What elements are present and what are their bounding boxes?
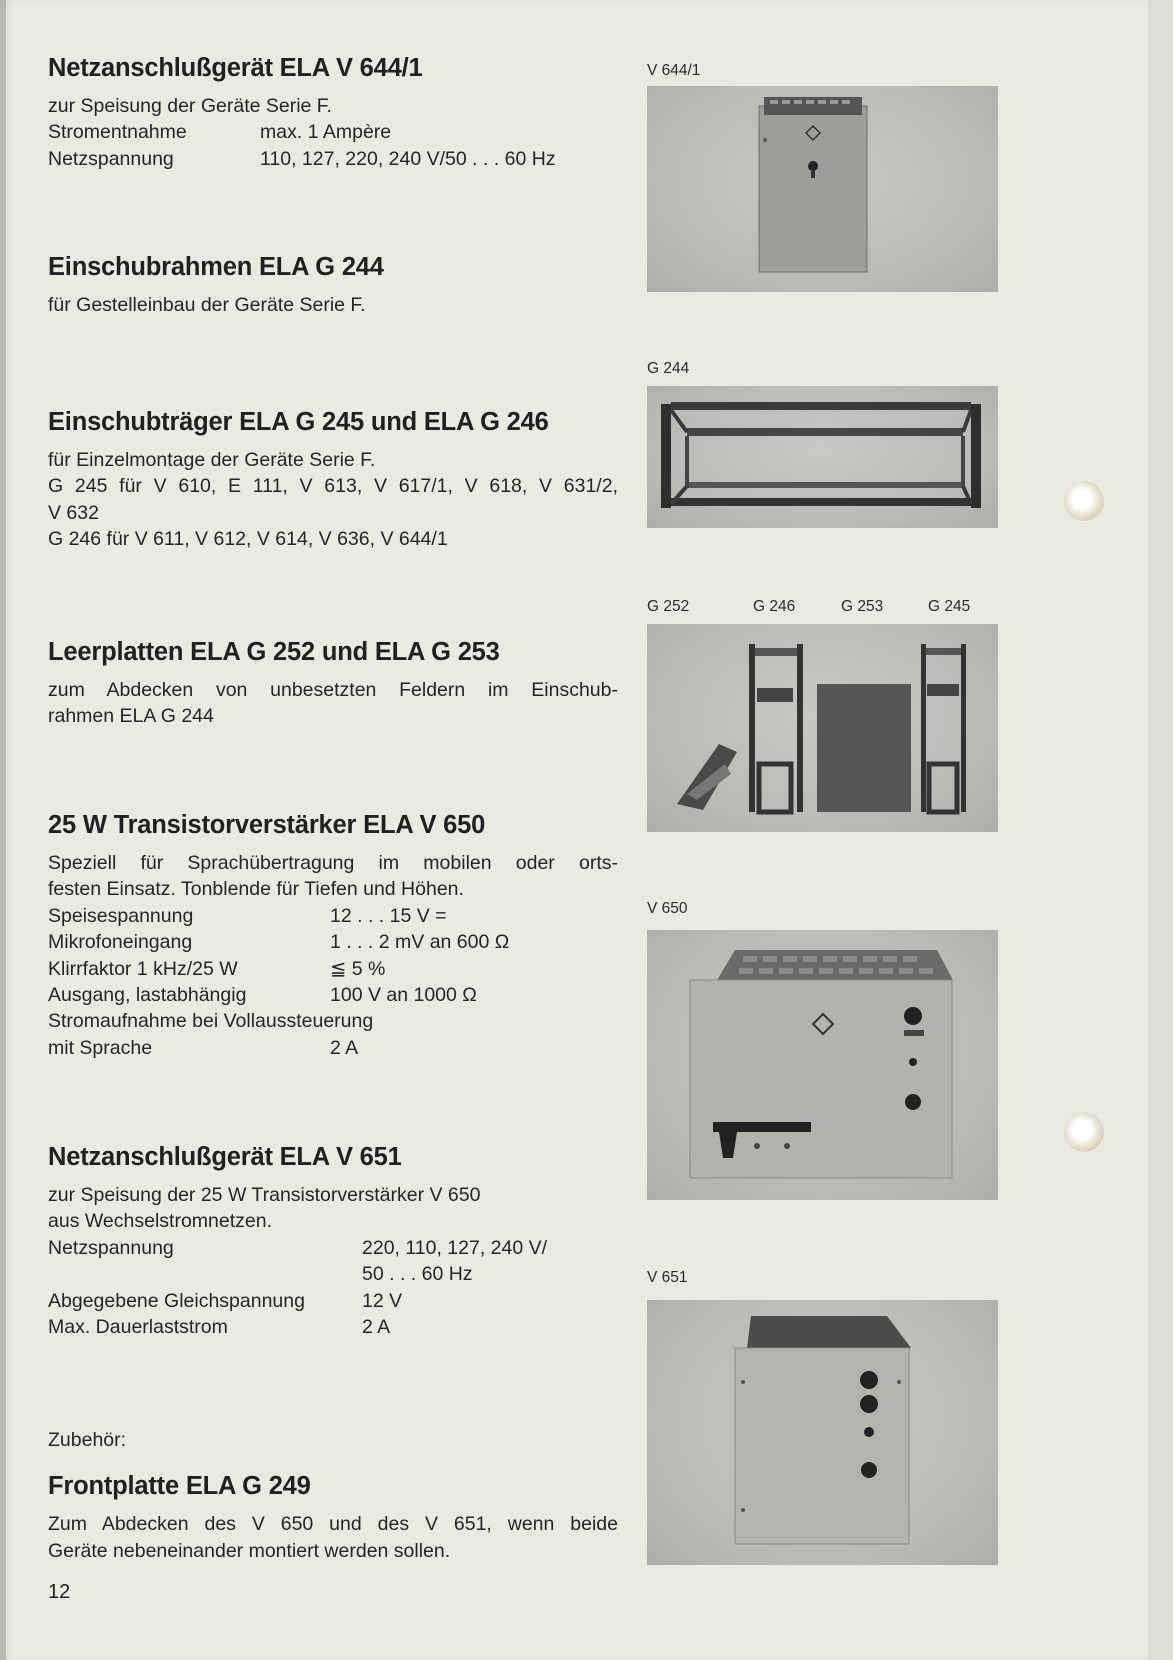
spec-key: Klirrfaktor 1 kHz/25 W <box>48 957 238 980</box>
photo-g244 <box>647 386 998 528</box>
section-title: Einschubrahmen ELA G 244 <box>48 253 384 281</box>
caption-v644: V 644/1 <box>647 62 701 79</box>
spec-value: 2 A <box>330 1036 359 1059</box>
spec-value: 110, 127, 220, 240 V/50 . . . 60 Hz <box>260 147 556 170</box>
spec-key: Mikrofoneingang <box>48 931 193 954</box>
section-g249 <box>48 1427 618 1564</box>
section-v644 <box>48 53 618 172</box>
spec-row <box>48 1235 618 1261</box>
caption-g245: G 245 <box>928 598 971 615</box>
rack-frame-illustration <box>647 386 998 528</box>
caption-v651: V 651 <box>647 1269 688 1286</box>
spec-key: Stromentnahme <box>48 121 187 144</box>
power-unit-illustration <box>647 1300 998 1565</box>
spec-key <box>48 1261 362 1287</box>
spec-key: mit Sprache <box>48 1036 153 1059</box>
section-title: Netzanschlußgerät ELA V 644/1 <box>48 54 423 82</box>
spec-row <box>48 1288 618 1314</box>
spec-value: 1 . . . 2 mV an 600 Ω <box>330 931 510 954</box>
section-text: Zum Abdecken des V 650 und des V 651, wenn beide <box>48 1513 618 1536</box>
section-text: rahmen ELA G 244 <box>48 705 214 728</box>
section-g244 <box>48 252 618 318</box>
page-binding <box>0 0 6 1660</box>
caption-g252: G 252 <box>647 598 690 615</box>
spec-value: 100 V an 1000 Ω <box>330 984 477 1007</box>
spec-row <box>48 1314 618 1340</box>
photo-v651 <box>647 1300 998 1565</box>
photo-v644 <box>647 86 998 292</box>
photo-g252-g253 <box>647 624 998 832</box>
spec-key: Speisespannung <box>48 904 194 927</box>
section-text: Geräte nebeneinander montiert werden sollen. <box>48 1539 451 1562</box>
section-text: G 246 für V 611, V 612, V 614, V 636, V 644/1 <box>48 528 448 551</box>
section-text: G 245 für V 610, E 111, V 613, V 617/1, V 618, V 631/2, <box>48 475 618 498</box>
spec-value: 50 . . . 60 Hz <box>362 1263 473 1286</box>
section-g252-g253 <box>48 637 618 730</box>
spec-value: 220, 110, 127, 240 V/ <box>362 1236 548 1259</box>
caption-g244: G 244 <box>647 360 690 377</box>
power-supply-illustration <box>647 86 998 292</box>
section-text: zur Speisung der Geräte Serie F. <box>48 95 332 117</box>
section-text: zum Abdecken von unbesetzten Feldern im Einschub- <box>48 679 618 701</box>
spec-row <box>48 1261 618 1287</box>
spec-key: Ausgang, lastabhängig <box>48 984 247 1007</box>
section-g245-g246 <box>48 407 618 553</box>
accessory-label: Zubehör: <box>48 1429 127 1451</box>
spec-value: max. 1 Ampère <box>260 121 392 144</box>
blank-panels-illustration <box>647 624 998 832</box>
section-text: V 632 <box>48 501 99 524</box>
spec-value: 12 . . . 15 V = <box>330 904 447 927</box>
spec-row <box>48 956 618 982</box>
spec-row <box>48 146 618 172</box>
caption-g246: G 246 <box>753 598 796 615</box>
page-edge <box>1148 0 1173 1660</box>
spec-row <box>48 929 618 955</box>
amplifier-illustration <box>647 930 998 1200</box>
section-text: festen Einsatz. Tonblende für Tiefen und Höhen. <box>48 878 464 901</box>
section-text: Speziell für Sprachübertragung im mobilen oder orts- <box>48 852 618 874</box>
section-text: aus Wechselstromnetzen. <box>48 1210 272 1233</box>
page-number: 12 <box>48 1581 71 1603</box>
caption-v650: V 650 <box>647 900 688 917</box>
spec-key: Max. Dauerlaststrom <box>48 1316 228 1339</box>
caption-g253: G 253 <box>841 598 884 615</box>
section-v650 <box>48 810 618 1061</box>
section-text: für Gestelleinbau der Geräte Serie F. <box>48 294 366 316</box>
spec-row <box>48 119 618 145</box>
spec-row <box>48 982 618 1008</box>
spec-value: 2 A <box>362 1316 391 1339</box>
section-v651 <box>48 1142 618 1340</box>
section-text: für Einzelmontage der Geräte Serie F. <box>48 449 376 471</box>
photo-v650 <box>647 930 998 1200</box>
punch-hole-lower <box>1064 1112 1104 1152</box>
spec-row <box>48 1035 618 1061</box>
spec-value: 12 V <box>362 1289 403 1312</box>
spec-key: Abgegebene Gleichspannung <box>48 1289 305 1312</box>
section-title: Leerplatten ELA G 252 und ELA G 253 <box>48 638 500 666</box>
section-title: Einschubträger ELA G 245 und ELA G 246 <box>48 408 549 436</box>
section-title: Frontplatte ELA G 249 <box>48 1472 311 1501</box>
spec-key: Netzspannung <box>48 147 174 170</box>
punch-hole-upper <box>1064 481 1104 521</box>
spec-row <box>48 903 618 929</box>
spec-key: Netzspannung <box>48 1236 174 1259</box>
section-title: 25 W Transistorverstärker ELA V 650 <box>48 811 486 839</box>
section-title: Netzanschlußgerät ELA V 651 <box>48 1143 402 1171</box>
section-text: Stromaufnahme bei Vollaussteuerung <box>48 1010 374 1033</box>
section-text: zur Speisung der 25 W Transistorverstärker V 650 <box>48 1184 481 1206</box>
spec-value: ≦ 5 % <box>330 957 386 980</box>
